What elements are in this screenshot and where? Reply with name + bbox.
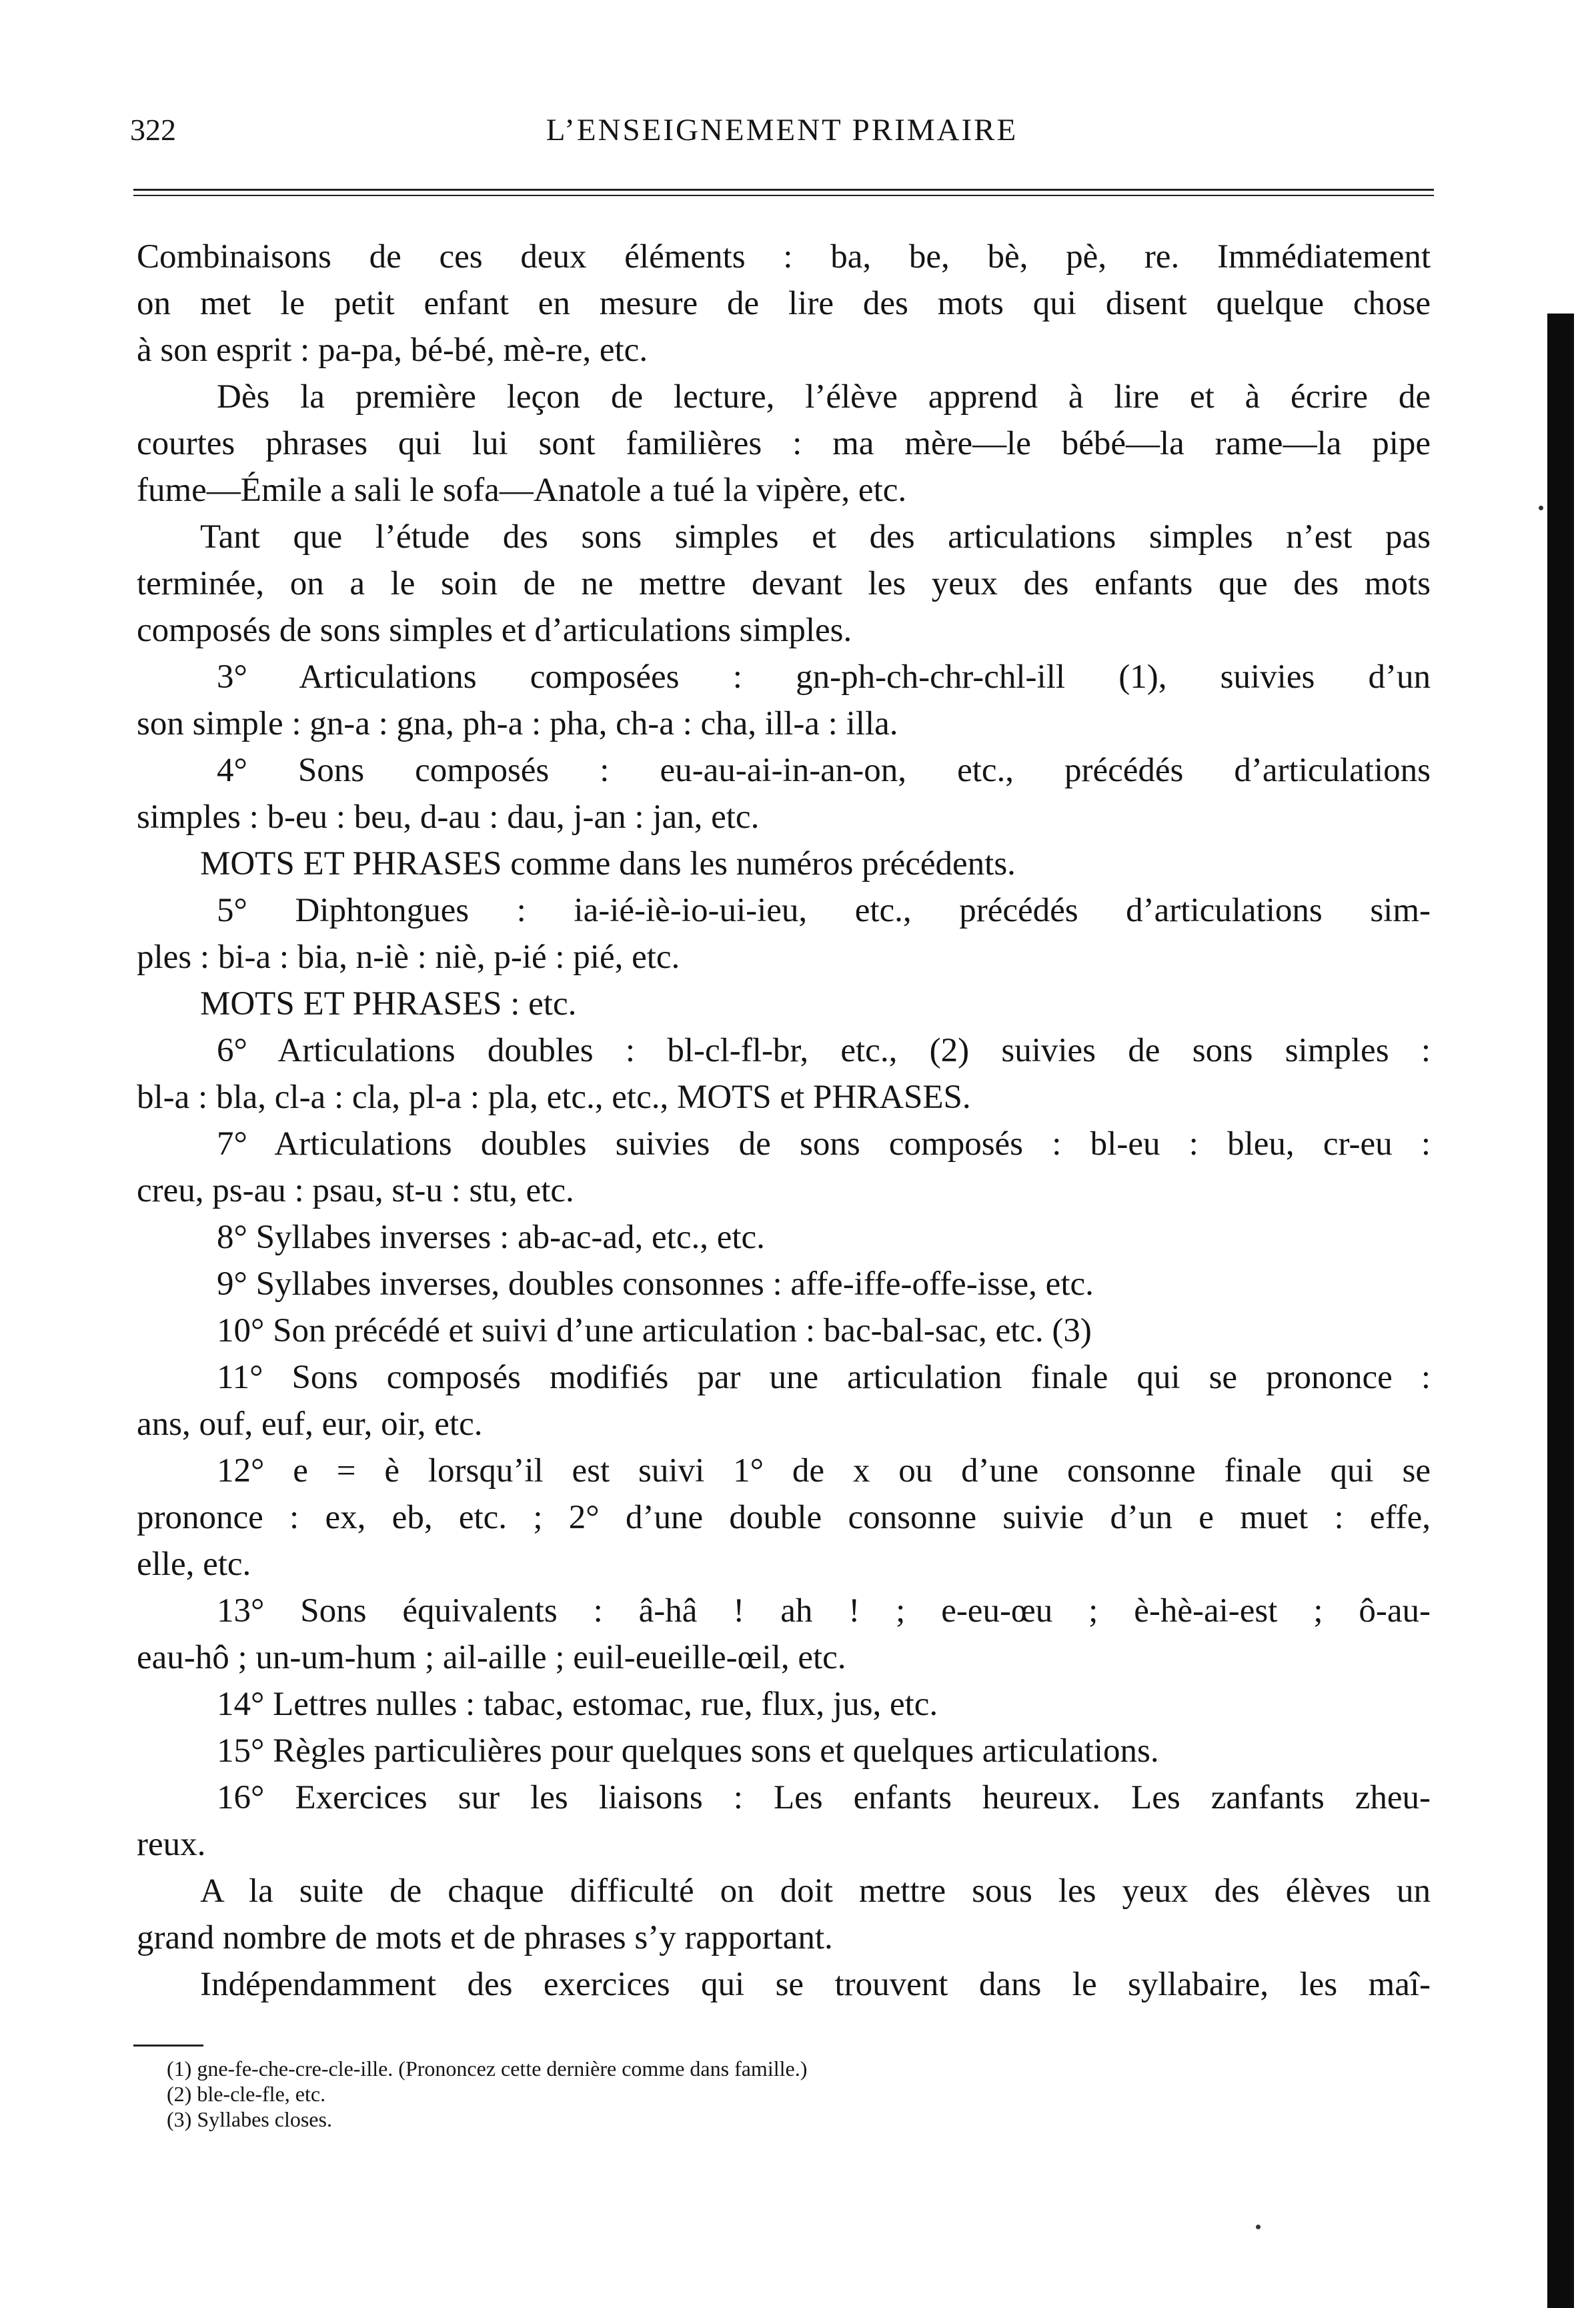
text-line: 10° Son précédé et suivi d’une articulation : bac-bal-sac, etc. (3) (217, 1312, 1092, 1349)
text-line: simples : b-eu : beu, d-au : dau, j-an : jan, etc. (137, 798, 760, 836)
text-line: creu, ps-au : psau, st-u : stu, etc. (137, 1172, 574, 1209)
footnote: (2) ble-cle-fle, etc. (167, 2082, 326, 2106)
header-rule (133, 189, 1434, 191)
text-line: Indépendamment des exercices qui se trouvent dans le syllabaire, les maî- (200, 1966, 1431, 2003)
text-line: composés de sons simples et d’articulations simples. (137, 612, 852, 649)
scan-speck (1539, 506, 1543, 510)
text-line: ans, ouf, euf, eur, oir, etc. (137, 1405, 483, 1443)
text-line: MOTS ET PHRASES comme dans les numéros précédents. (200, 845, 1016, 883)
text-line: prononce : ex, eb, etc. ; 2° d’une double consonne suivie d’un e muet : effe, (137, 1499, 1431, 1536)
text-line: 14° Lettres nulles : tabac, estomac, rue, flux, jus, etc. (217, 1686, 938, 1723)
text-line: 8° Syllabes inverses : ab-ac-ad, etc., etc. (217, 1219, 765, 1256)
text-line: ples : bi-a : bia, n-iè : niè, p-ié : pié, etc. (137, 939, 680, 976)
text-line: son simple : gn-a : gna, ph-a : pha, ch-a : cha, ill-a : illa. (137, 705, 898, 742)
text-line: 7° Articulations doubles suivies de sons composés : bl-eu : bleu, cr-eu : (217, 1125, 1431, 1163)
header-rule-thin (133, 195, 1434, 196)
footnote-rule (133, 2045, 203, 2047)
text-line: MOTS ET PHRASES : etc. (200, 985, 577, 1023)
text-line: 9° Syllabes inverses, doubles consonnes : affe-iffe-offe-isse, etc. (217, 1265, 1094, 1303)
text-line: 16° Exercices sur les liaisons : Les enfants heureux. Les zanfants zheu- (217, 1779, 1431, 1816)
page-header (130, 112, 1434, 159)
text-line: fume—Émile a sali le sofa—Anatole a tué la vipère, etc. (137, 472, 907, 509)
page-number: 322 (130, 113, 176, 147)
text-line: bl-a : bla, cl-a : cla, pl-a : pla, etc., etc., MOTS et PHRASES. (137, 1079, 971, 1116)
text-line: reux. (137, 1826, 206, 1863)
body-text (137, 233, 1431, 2008)
text-line: 6° Articulations doubles : bl-cl-fl-br, etc., (2) suivies de sons simples : (217, 1032, 1431, 1069)
text-line: grand nombre de mots et de phrases s’y rapportant. (137, 1919, 833, 1956)
text-line: 4° Sons composés : eu-au-ai-in-an-on, etc., précédés d’articulations (217, 752, 1431, 789)
text-line: eau-hô ; un-um-hum ; ail-aille ; euil-eueille-œil, etc. (137, 1639, 846, 1676)
footnote: (3) Syllabes closes. (167, 2107, 332, 2131)
text-line: on met le petit enfant en mesure de lire des mots qui disent quelque chose (137, 285, 1431, 322)
scan-edge-shadow (1547, 314, 1574, 2308)
running-title: L’ENSEIGNEMENT PRIMAIRE (546, 113, 1018, 147)
text-line: 3° Articulations composées : gn-ph-ch-chr-chl-ill (1), suivies d’un (217, 658, 1431, 696)
text-line: courtes phrases qui lui sont familières : ma mère—le bébé—la rame—la pipe (137, 425, 1431, 462)
text-line: 11° Sons composés modifiés par une articulation finale qui se prononce : (217, 1359, 1431, 1396)
text-line: Dès la première leçon de lecture, l’élève apprend à lire et à écrire de (217, 378, 1431, 416)
text-line: 13° Sons équivalents : â-hâ ! ah ! ; e-eu-œu ; è-hè-ai-est ; ô-au- (217, 1592, 1431, 1630)
text-line: Tant que l’étude des sons simples et des articulations simples n’est pas (200, 518, 1431, 556)
text-line: Combinaisons de ces deux éléments : ba, be, bè, pè, re. Immédiatement (137, 238, 1431, 275)
footnote: (1) gne-fe-che-cre-cle-ille. (Prononcez cette dernière comme dans famille.) (167, 2057, 808, 2081)
text-line: terminée, on a le soin de ne mettre devant les yeux des enfants que des mots (137, 565, 1431, 602)
text-line: à son esprit : pa-pa, bé-bé, mè-re, etc. (137, 332, 648, 369)
scan-speck (1256, 2225, 1261, 2229)
footnotes (167, 2056, 1234, 2132)
text-line: elle, etc. (137, 1546, 251, 1583)
text-line: A la suite de chaque difficulté on doit mettre sous les yeux des élèves un (200, 1872, 1431, 1910)
text-line: 15° Règles particulières pour quelques sons et quelques articulations. (217, 1732, 1159, 1770)
text-line: 12° e = è lorsqu’il est suivi 1° de x ou d’une consonne finale qui se (217, 1452, 1431, 1490)
text-line: 5° Diphtongues : ia-ié-iè-io-ui-ieu, etc., précédés d’articulations sim- (217, 892, 1431, 929)
